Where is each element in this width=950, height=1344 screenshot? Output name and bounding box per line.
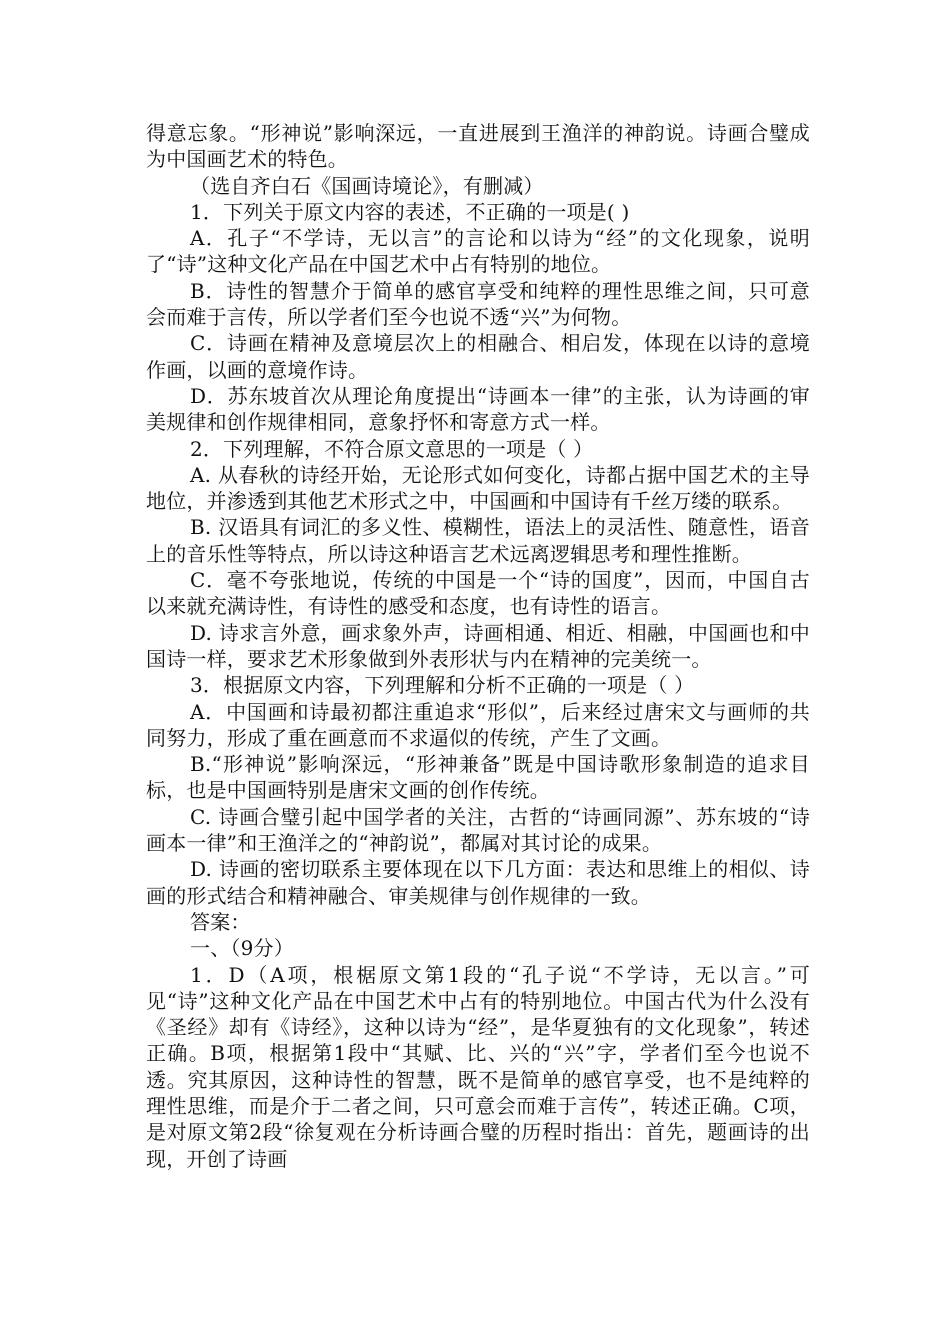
continuation-paragraph: 得意忘象。“形神说”影响深远，一直进展到王渔洋的神韵说。诗画合璧成为中国画艺术的特色。 [146,121,810,172]
question-3-stem: 3．根据原文内容，下列理解和分析不正确的一项是（ ） [190,673,695,698]
question-2-option-d: D. 诗求言外意，画求象外声，诗画相通、相近、相融，中国画也和中国诗一样，要求艺术形象做到外表形状与内在精神的完美统一。 [146,620,810,671]
question-1-option-b: B．诗性的智慧介于简单的感官享受和纯粹的理性思维之间，只可意会而难于言传，所以学者们至今也说不透“兴”为何物。 [146,278,810,330]
question-2-option-b: B. 汉语具有词汇的多义性、模糊性，语法上的灵活性、随意性，语音上的音乐性等特点，所以诗这种语言艺术远离逻辑思考和理性推断。 [146,515,810,566]
question-3-option-a: A．中国画和诗最初都注重追求“形似”，后来经过唐宋文与画师的共同努力，形成了重在画意而不求逼似的传统，产生了文画。 [146,699,810,750]
question-2-option-a: A. 从春秋的诗经开始，无论形式如何变化，诗都占据中国艺术的主导地位，并渗透到其他艺术形式之中，中国画和中国诗有千丝万缕的联系。 [146,462,810,514]
question-3-option-c: C. 诗画合璧引起中国学者的关注，古哲的“诗画同源”、苏东坡的“诗画本一律”和王渔洋之的“神韵说”，都属对其讨论的成果。 [146,804,810,856]
question-1-option-a: A．孔子“不学诗，无以言”的言论和以诗为“经”的文化现象，说明了“诗”这种文化产品在中国艺术中占有特别的地位。 [146,226,810,277]
question-1-option-d: D．苏东坡首次从理论角度提出“诗画本一律”的主张，认为诗画的审美规律和创作规律相同，意象抒怀和寄意方式一样。 [146,383,810,435]
question-1-stem: 1．下列关于原文内容的表述，不正确的一项是( ) [190,199,630,224]
question-3-option-b: B.“形神说”影响深远，“形神兼备”既是中国诗歌形象制造的追求目标，也是中国画特别是唐宋文画的创作传统。 [146,752,810,803]
answer-1-explanation: 1．D（A项，根椐原文第1段的“孔子说“不学诗，无以言。”可见“诗”这种文化产品在中国艺术中占有的特别地位。中国古代为什么没有《圣经》却有《诗经》，这种以诗为“经”，是华夏独有的文化现象”，转述正确。B项，根据第1段中“其赋、比、兴的“兴”字，学者们至今也说不透。究其原因，这种诗性的智慧，既不是简单的感官享受，也不是纯粹的理性思维，而是介于二者之间，只可意会而难于言传”，转述正确。C项，是对原文第2段“徐复观在分析诗画合璧的历程时指出：首先，题画诗的出现，开创了诗画 [146,962,810,1171]
question-1-option-c: C．诗画在精神及意境层次上的相融合、相启发，体现在以诗的意境作画，以画的意境作诗。 [146,331,810,382]
question-3-option-d: D. 诗画的密切联系主要体现在以下几方面：表达和思维上的相似、诗画的形式结合和精神融合、审美规律与创作规律的一致。 [146,857,810,908]
question-2-stem: 2．下列理解，不符合原文意思的一项是（ ） [190,436,594,461]
source-citation: （选自齐白石《国画诗境论》，有删减） [190,173,544,198]
answers-heading: 答案： [190,909,251,934]
answers-section-heading: 一、（9分） [190,936,294,961]
question-2-option-c: C．毫不夸张地说，传统的中国是一个“诗的国度”，因而，中国自古以来就充满诗性，有诗性的感受和态度，也有诗性的语言。 [146,568,810,619]
